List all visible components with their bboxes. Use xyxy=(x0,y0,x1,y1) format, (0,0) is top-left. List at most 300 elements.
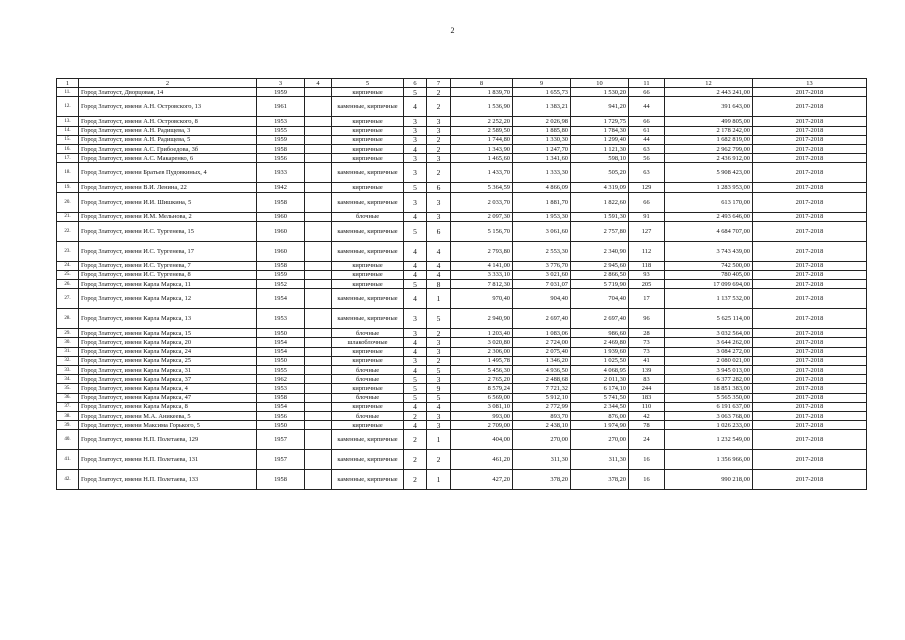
table-row xyxy=(57,117,867,126)
table-row xyxy=(57,183,867,192)
entrances-cell: 2 xyxy=(427,135,451,144)
wall-material-cell: кирпичные xyxy=(332,280,404,289)
area-total-cell: 4 141,00 xyxy=(451,261,513,270)
cost-cell: 18 851 383,00 xyxy=(665,384,753,393)
address-cell: Город Златоуст, имени Карла Маркса, 31 xyxy=(79,366,257,375)
row-index: 25. xyxy=(57,270,79,279)
row-index: 35. xyxy=(57,384,79,393)
entrances-cell: 4 xyxy=(427,402,451,411)
period-cell: 2017-2018 xyxy=(753,221,867,241)
wall-material-cell: каменные, кирпичные xyxy=(332,470,404,490)
area-living-cell: 1 346,20 xyxy=(513,356,571,365)
entrances-cell: 4 xyxy=(427,270,451,279)
area-total-cell: 2 709,00 xyxy=(451,421,513,430)
entrances-cell: 3 xyxy=(427,347,451,356)
table-row xyxy=(57,212,867,221)
area-living-cell: 2 772,99 xyxy=(513,402,571,411)
address-cell: Город Златоуст, имени А.Н. Островского, 8 xyxy=(79,117,257,126)
row-index: 29. xyxy=(57,329,79,338)
entrances-cell: 2 xyxy=(427,97,451,117)
address-cell: Город Златоуст, имени В.И. Ленина, 22 xyxy=(79,183,257,192)
residents-cell: 24 xyxy=(629,430,665,450)
period-cell: 2017-2018 xyxy=(753,470,867,490)
entrances-cell: 3 xyxy=(427,154,451,163)
address-cell: Город Златоуст, имени И.С. Тургенева, 8 xyxy=(79,270,257,279)
area-total-cell: 1 744,80 xyxy=(451,135,513,144)
residents-cell: 63 xyxy=(629,144,665,153)
period-cell: 2017-2018 xyxy=(753,309,867,329)
table-row xyxy=(57,375,867,384)
floors-cell: 3 xyxy=(404,117,427,126)
entrances-cell: 3 xyxy=(427,117,451,126)
floors-cell: 3 xyxy=(404,126,427,135)
wall-material-cell: блочные xyxy=(332,375,404,384)
wall-material-cell: каменные, кирпичные xyxy=(332,221,404,241)
cost-cell: 6 377 282,00 xyxy=(665,375,753,384)
period-cell: 2017-2018 xyxy=(753,241,867,261)
entrances-cell: 2 xyxy=(427,163,451,183)
column-number: 5 xyxy=(332,79,404,88)
area-residential-cell: 311,30 xyxy=(571,450,629,470)
table-row xyxy=(57,144,867,153)
year-cell: 1942 xyxy=(257,183,305,192)
period-cell: 2017-2018 xyxy=(753,154,867,163)
residents-cell: 91 xyxy=(629,212,665,221)
floors-cell: 3 xyxy=(404,356,427,365)
area-residential-cell: 2 697,40 xyxy=(571,309,629,329)
floors-cell: 3 xyxy=(404,329,427,338)
area-total-cell: 1 203,40 xyxy=(451,329,513,338)
cost-cell: 3 743 439,00 xyxy=(665,241,753,261)
year-cell: 1960 xyxy=(257,241,305,261)
row-index: 11. xyxy=(57,88,79,97)
column-4-cell xyxy=(305,375,332,384)
area-total-cell: 6 569,00 xyxy=(451,393,513,402)
residents-cell: 118 xyxy=(629,261,665,270)
cost-cell: 1 356 966,00 xyxy=(665,450,753,470)
year-cell: 1955 xyxy=(257,126,305,135)
residents-cell: 42 xyxy=(629,411,665,420)
wall-material-cell: кирпичные xyxy=(332,421,404,430)
period-cell: 2017-2018 xyxy=(753,126,867,135)
table-row xyxy=(57,421,867,430)
area-total-cell: 404,00 xyxy=(451,430,513,450)
floors-cell: 5 xyxy=(404,384,427,393)
wall-material-cell: блочные xyxy=(332,212,404,221)
floors-cell: 5 xyxy=(404,393,427,402)
cost-cell: 3 945 013,00 xyxy=(665,366,753,375)
period-cell: 2017-2018 xyxy=(753,450,867,470)
cost-cell: 2 178 242,00 xyxy=(665,126,753,135)
area-total-cell: 1 465,60 xyxy=(451,154,513,163)
floors-cell: 4 xyxy=(404,270,427,279)
entrances-cell: 6 xyxy=(427,221,451,241)
area-living-cell: 1 083,06 xyxy=(513,329,571,338)
residents-cell: 28 xyxy=(629,329,665,338)
entrances-cell: 3 xyxy=(427,411,451,420)
period-cell: 2017-2018 xyxy=(753,135,867,144)
area-residential-cell: 704,40 xyxy=(571,289,629,309)
year-cell: 1954 xyxy=(257,347,305,356)
wall-material-cell: кирпичные xyxy=(332,88,404,97)
housing-register-table xyxy=(56,78,867,490)
period-cell: 2017-2018 xyxy=(753,289,867,309)
area-total-cell: 3 081,10 xyxy=(451,402,513,411)
address-cell: Город Златоуст, имени Карла Маркса, 12 xyxy=(79,289,257,309)
wall-material-cell: кирпичные xyxy=(332,144,404,153)
area-residential-cell: 1 822,60 xyxy=(571,192,629,212)
period-cell: 2017-2018 xyxy=(753,329,867,338)
period-cell: 2017-2018 xyxy=(753,421,867,430)
area-total-cell: 427,20 xyxy=(451,470,513,490)
residents-cell: 41 xyxy=(629,356,665,365)
table-row xyxy=(57,329,867,338)
table-row xyxy=(57,347,867,356)
address-cell: Город Златоуст, имени А.Н. Островского, 13 xyxy=(79,97,257,117)
wall-material-cell: каменные, кирпичные xyxy=(332,192,404,212)
area-total-cell: 3 333,10 xyxy=(451,270,513,279)
row-index: 12. xyxy=(57,97,79,117)
residents-cell: 66 xyxy=(629,88,665,97)
year-cell: 1958 xyxy=(257,261,305,270)
row-index: 14. xyxy=(57,126,79,135)
area-total-cell: 8 579,24 xyxy=(451,384,513,393)
area-residential-cell: 1 939,60 xyxy=(571,347,629,356)
residents-cell: 112 xyxy=(629,241,665,261)
area-residential-cell: 2 945,60 xyxy=(571,261,629,270)
wall-material-cell: блочные xyxy=(332,366,404,375)
year-cell: 1955 xyxy=(257,366,305,375)
residents-cell: 63 xyxy=(629,163,665,183)
row-index: 42. xyxy=(57,470,79,490)
address-cell: Город Златоуст, имени Н.П. Полетаева, 129 xyxy=(79,430,257,450)
period-cell: 2017-2018 xyxy=(753,356,867,365)
year-cell: 1958 xyxy=(257,144,305,153)
period-cell: 2017-2018 xyxy=(753,393,867,402)
period-cell: 2017-2018 xyxy=(753,338,867,347)
table-row xyxy=(57,192,867,212)
area-living-cell: 2 488,68 xyxy=(513,375,571,384)
column-4-cell xyxy=(305,135,332,144)
column-4-cell xyxy=(305,347,332,356)
address-cell: Город Златоуст, имени Карла Маркса, 4 xyxy=(79,384,257,393)
address-cell: Город Златоуст, имени Карла Маркса, 25 xyxy=(79,356,257,365)
wall-material-cell: каменные, кирпичные xyxy=(332,241,404,261)
column-4-cell xyxy=(305,450,332,470)
table-row xyxy=(57,135,867,144)
table-row xyxy=(57,97,867,117)
area-total-cell: 3 020,80 xyxy=(451,338,513,347)
area-residential-cell: 2 344,50 xyxy=(571,402,629,411)
wall-material-cell: каменные, кирпичные xyxy=(332,163,404,183)
row-index: 24. xyxy=(57,261,79,270)
table-row xyxy=(57,289,867,309)
area-residential-cell: 1 121,30 xyxy=(571,144,629,153)
column-number-row xyxy=(57,79,867,88)
area-residential-cell: 2 866,50 xyxy=(571,270,629,279)
row-index: 19. xyxy=(57,183,79,192)
floors-cell: 4 xyxy=(404,402,427,411)
cost-cell: 499 805,00 xyxy=(665,117,753,126)
row-index: 23. xyxy=(57,241,79,261)
area-living-cell: 1 341,60 xyxy=(513,154,571,163)
residents-cell: 16 xyxy=(629,450,665,470)
residents-cell: 127 xyxy=(629,221,665,241)
cost-cell: 780 405,00 xyxy=(665,270,753,279)
area-residential-cell: 2 011,30 xyxy=(571,375,629,384)
residents-cell: 44 xyxy=(629,135,665,144)
column-4-cell xyxy=(305,421,332,430)
table-row xyxy=(57,309,867,329)
entrances-cell: 1 xyxy=(427,470,451,490)
column-number: 7 xyxy=(427,79,451,88)
column-number: 11 xyxy=(629,79,665,88)
area-total-cell: 2 306,00 xyxy=(451,347,513,356)
year-cell: 1962 xyxy=(257,375,305,384)
column-4-cell xyxy=(305,88,332,97)
entrances-cell: 8 xyxy=(427,280,451,289)
period-cell: 2017-2018 xyxy=(753,192,867,212)
row-index: 21. xyxy=(57,212,79,221)
column-number: 4 xyxy=(305,79,332,88)
area-residential-cell: 1 974,90 xyxy=(571,421,629,430)
residents-cell: 83 xyxy=(629,375,665,384)
area-residential-cell: 598,10 xyxy=(571,154,629,163)
cost-cell: 6 191 637,00 xyxy=(665,402,753,411)
table-row xyxy=(57,470,867,490)
area-total-cell: 970,40 xyxy=(451,289,513,309)
wall-material-cell: блочные xyxy=(332,393,404,402)
entrances-cell: 5 xyxy=(427,366,451,375)
floors-cell: 4 xyxy=(404,421,427,430)
column-4-cell xyxy=(305,97,332,117)
area-residential-cell: 5 741,50 xyxy=(571,393,629,402)
table-row xyxy=(57,88,867,97)
residents-cell: 139 xyxy=(629,366,665,375)
area-residential-cell: 2 469,80 xyxy=(571,338,629,347)
floors-cell: 4 xyxy=(404,261,427,270)
period-cell: 2017-2018 xyxy=(753,366,867,375)
entrances-cell: 3 xyxy=(427,212,451,221)
area-living-cell: 893,70 xyxy=(513,411,571,420)
cost-cell: 1 682 819,00 xyxy=(665,135,753,144)
column-4-cell xyxy=(305,154,332,163)
table-row xyxy=(57,402,867,411)
year-cell: 1954 xyxy=(257,402,305,411)
floors-cell: 5 xyxy=(404,375,427,384)
table-row xyxy=(57,163,867,183)
cost-cell: 2 436 912,00 xyxy=(665,154,753,163)
year-cell: 1950 xyxy=(257,329,305,338)
row-index: 30. xyxy=(57,338,79,347)
column-4-cell xyxy=(305,430,332,450)
row-index: 32. xyxy=(57,356,79,365)
area-living-cell: 2 026,98 xyxy=(513,117,571,126)
column-number: 1 xyxy=(57,79,79,88)
area-residential-cell: 876,00 xyxy=(571,411,629,420)
year-cell: 1958 xyxy=(257,393,305,402)
wall-material-cell: кирпичные xyxy=(332,384,404,393)
wall-material-cell: кирпичные xyxy=(332,356,404,365)
area-living-cell: 2 724,00 xyxy=(513,338,571,347)
area-total-cell: 5 456,30 xyxy=(451,366,513,375)
row-index: 33. xyxy=(57,366,79,375)
entrances-cell: 6 xyxy=(427,183,451,192)
table-row xyxy=(57,261,867,270)
cost-cell: 5 625 114,00 xyxy=(665,309,753,329)
wall-material-cell: каменные, кирпичные xyxy=(332,450,404,470)
residents-cell: 96 xyxy=(629,309,665,329)
area-living-cell: 1 885,80 xyxy=(513,126,571,135)
column-number: 3 xyxy=(257,79,305,88)
column-4-cell xyxy=(305,280,332,289)
wall-material-cell: блочные xyxy=(332,329,404,338)
residents-cell: 17 xyxy=(629,289,665,309)
area-residential-cell: 505,20 xyxy=(571,163,629,183)
row-index: 34. xyxy=(57,375,79,384)
table-row xyxy=(57,384,867,393)
address-cell: Город Златоуст, имени Карла Маркса, 11 xyxy=(79,280,257,289)
area-total-cell: 1 839,70 xyxy=(451,88,513,97)
area-living-cell: 1 333,30 xyxy=(513,163,571,183)
area-total-cell: 2 940,90 xyxy=(451,309,513,329)
cost-cell: 3 084 272,00 xyxy=(665,347,753,356)
cost-cell: 5 908 423,00 xyxy=(665,163,753,183)
area-living-cell: 311,30 xyxy=(513,450,571,470)
entrances-cell: 3 xyxy=(427,192,451,212)
cost-cell: 613 170,00 xyxy=(665,192,753,212)
row-index: 38. xyxy=(57,411,79,420)
row-index: 22. xyxy=(57,221,79,241)
year-cell: 1959 xyxy=(257,88,305,97)
area-total-cell: 2 765,20 xyxy=(451,375,513,384)
address-cell: Город Златоуст, имени Максима Горького, 5 xyxy=(79,421,257,430)
address-cell: Город Златоуст, имени Карла Маркса, 20 xyxy=(79,338,257,347)
period-cell: 2017-2018 xyxy=(753,261,867,270)
area-residential-cell: 1 729,75 xyxy=(571,117,629,126)
wall-material-cell: кирпичные xyxy=(332,183,404,192)
year-cell: 1960 xyxy=(257,212,305,221)
column-4-cell xyxy=(305,384,332,393)
floors-cell: 2 xyxy=(404,411,427,420)
column-number: 2 xyxy=(79,79,257,88)
entrances-cell: 1 xyxy=(427,289,451,309)
area-residential-cell: 270,00 xyxy=(571,430,629,450)
area-living-cell: 2 075,40 xyxy=(513,347,571,356)
wall-material-cell: кирпичные xyxy=(332,154,404,163)
entrances-cell: 4 xyxy=(427,241,451,261)
area-living-cell: 1 383,21 xyxy=(513,97,571,117)
period-cell: 2017-2018 xyxy=(753,88,867,97)
column-4-cell xyxy=(305,144,332,153)
table-row xyxy=(57,450,867,470)
period-cell: 2017-2018 xyxy=(753,117,867,126)
floors-cell: 4 xyxy=(404,366,427,375)
cost-cell: 2 443 241,00 xyxy=(665,88,753,97)
row-index: 26. xyxy=(57,280,79,289)
year-cell: 1959 xyxy=(257,270,305,279)
area-living-cell: 3 776,70 xyxy=(513,261,571,270)
year-cell: 1953 xyxy=(257,384,305,393)
entrances-cell: 3 xyxy=(427,421,451,430)
area-living-cell: 4 866,09 xyxy=(513,183,571,192)
area-residential-cell: 1 784,30 xyxy=(571,126,629,135)
floors-cell: 2 xyxy=(404,450,427,470)
year-cell: 1953 xyxy=(257,309,305,329)
address-cell: Город Златоуст, имени Карла Маркса, 24 xyxy=(79,347,257,356)
column-4-cell xyxy=(305,329,332,338)
column-4-cell xyxy=(305,212,332,221)
year-cell: 1960 xyxy=(257,221,305,241)
area-total-cell: 993,00 xyxy=(451,411,513,420)
year-cell: 1952 xyxy=(257,280,305,289)
column-4-cell xyxy=(305,163,332,183)
floors-cell: 3 xyxy=(404,135,427,144)
row-index: 27. xyxy=(57,289,79,309)
year-cell: 1956 xyxy=(257,154,305,163)
page-number: 2 xyxy=(450,26,455,35)
area-residential-cell: 1 530,20 xyxy=(571,88,629,97)
entrances-cell: 3 xyxy=(427,126,451,135)
area-total-cell: 2 793,80 xyxy=(451,241,513,261)
residents-cell: 56 xyxy=(629,154,665,163)
floors-cell: 4 xyxy=(404,212,427,221)
row-index: 28. xyxy=(57,309,79,329)
column-4-cell xyxy=(305,470,332,490)
residents-cell: 93 xyxy=(629,270,665,279)
area-residential-cell: 378,20 xyxy=(571,470,629,490)
year-cell: 1954 xyxy=(257,289,305,309)
cost-cell: 1 283 953,00 xyxy=(665,183,753,192)
cost-cell: 1 026 233,00 xyxy=(665,421,753,430)
area-living-cell: 1 953,30 xyxy=(513,212,571,221)
area-total-cell: 5 156,70 xyxy=(451,221,513,241)
area-living-cell: 1 655,73 xyxy=(513,88,571,97)
address-cell: Город Златоуст, имени Карла Маркса, 13 xyxy=(79,309,257,329)
wall-material-cell: кирпичные xyxy=(332,117,404,126)
year-cell: 1954 xyxy=(257,338,305,347)
area-total-cell: 5 364,59 xyxy=(451,183,513,192)
year-cell: 1958 xyxy=(257,192,305,212)
column-4-cell xyxy=(305,192,332,212)
entrances-cell: 2 xyxy=(427,144,451,153)
address-cell: Город Златоуст, имени А.Н. Радищева, 3 xyxy=(79,126,257,135)
residents-cell: 66 xyxy=(629,117,665,126)
wall-material-cell: каменные, кирпичные xyxy=(332,430,404,450)
row-index: 20. xyxy=(57,192,79,212)
address-cell: Город Златоуст, имени И.С. Тургенева, 17 xyxy=(79,241,257,261)
column-number: 6 xyxy=(404,79,427,88)
period-cell: 2017-2018 xyxy=(753,97,867,117)
year-cell: 1950 xyxy=(257,421,305,430)
year-cell: 1958 xyxy=(257,470,305,490)
area-residential-cell: 4 068,95 xyxy=(571,366,629,375)
row-index: 39. xyxy=(57,421,79,430)
area-total-cell: 2 097,30 xyxy=(451,212,513,221)
address-cell: Город Златоуст, имени А.Н. Радищева, 5 xyxy=(79,135,257,144)
table-row xyxy=(57,411,867,420)
column-number: 10 xyxy=(571,79,629,88)
column-4-cell xyxy=(305,117,332,126)
area-living-cell: 2 553,30 xyxy=(513,241,571,261)
residents-cell: 73 xyxy=(629,347,665,356)
area-living-cell: 7 031,07 xyxy=(513,280,571,289)
cost-cell: 5 565 350,00 xyxy=(665,393,753,402)
column-number: 9 xyxy=(513,79,571,88)
table-row xyxy=(57,430,867,450)
wall-material-cell: кирпичные xyxy=(332,347,404,356)
residents-cell: 16 xyxy=(629,470,665,490)
